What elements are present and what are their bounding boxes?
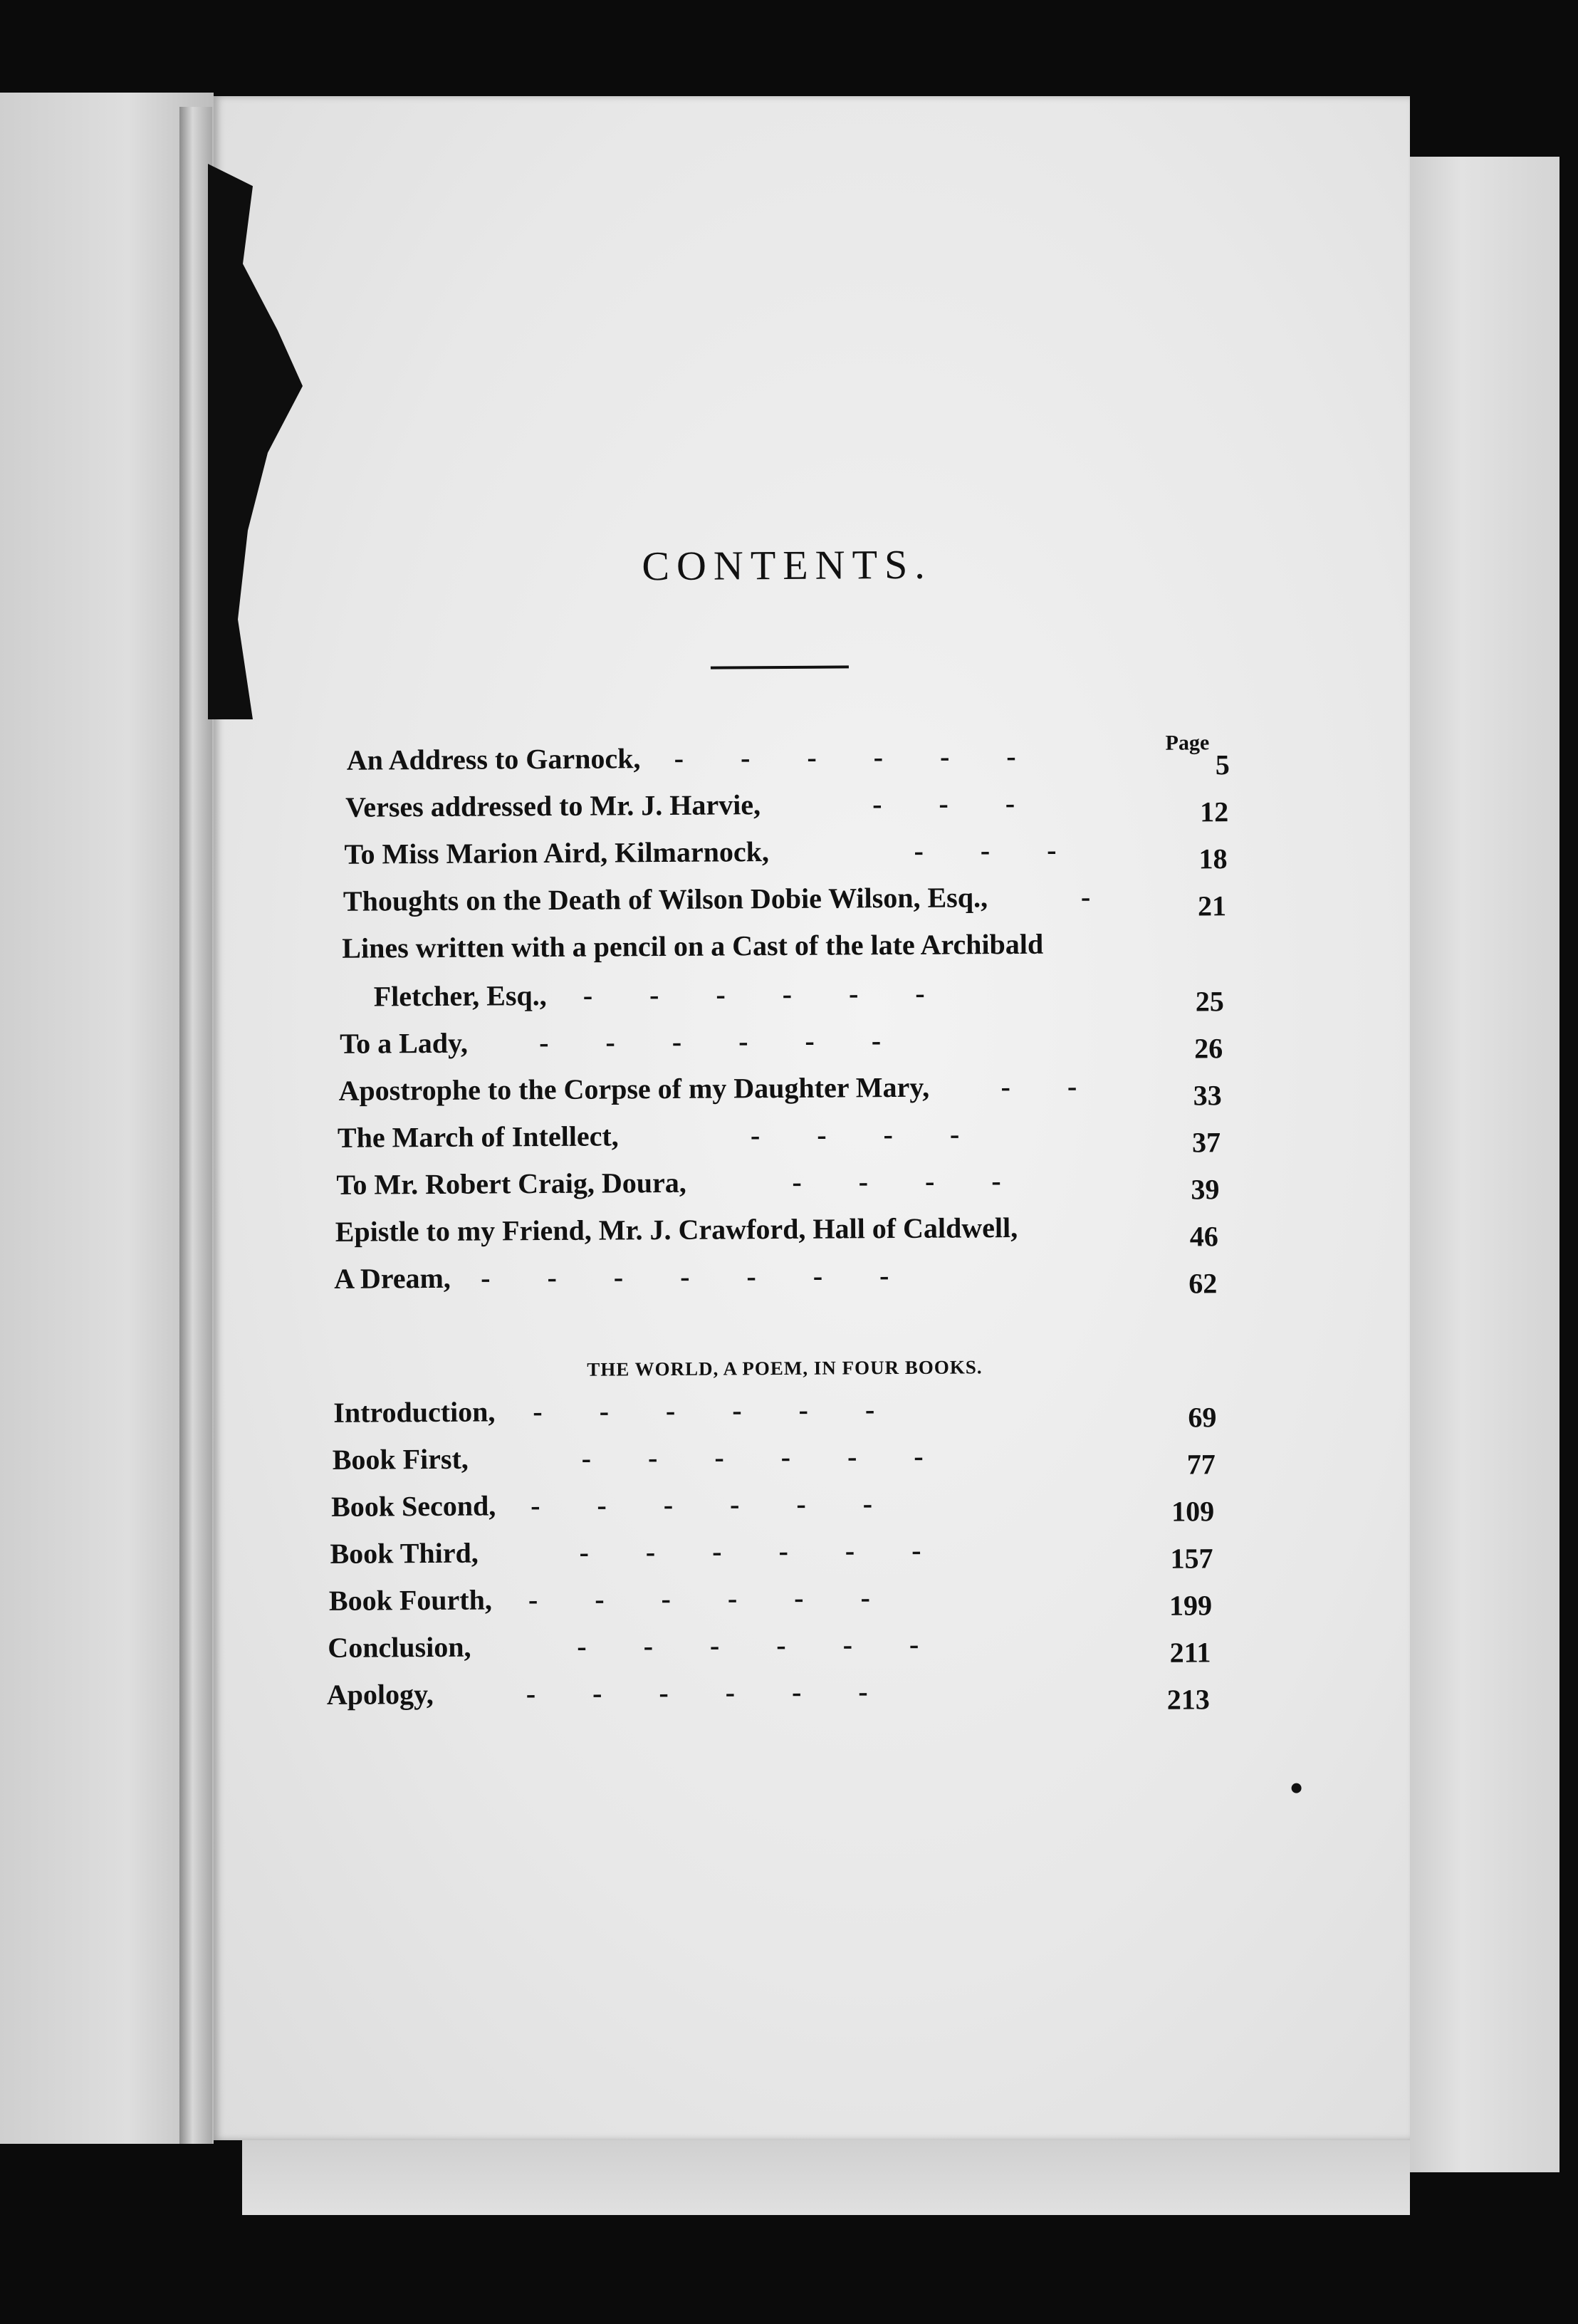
toc-entry-leader: -	[1080, 880, 1091, 913]
toc-entry-label: To a Lady,	[340, 1026, 469, 1060]
toc-entry-leader: - - - -	[750, 1117, 960, 1152]
toc-entry-page: 39	[1191, 1173, 1220, 1206]
toc-entry-leader: - -	[1000, 1070, 1077, 1103]
toc-entry-page: 199	[1169, 1589, 1213, 1622]
toc-entry-page: 77	[1186, 1448, 1216, 1481]
toc-entry-label: Book First,	[332, 1442, 469, 1476]
toc-entry-page: 26	[1194, 1032, 1223, 1065]
toc-entry	[328, 1625, 1211, 1674]
toc-entry-leader: - - - - - -	[581, 1439, 924, 1474]
toc-entry	[333, 1390, 1216, 1439]
toc-entry-leader: - - -	[914, 833, 1057, 867]
toc-entry-label: Book Fourth,	[328, 1583, 493, 1617]
toc-entry-page: 213	[1166, 1683, 1210, 1716]
toc-entry-label: Conclusion,	[328, 1630, 471, 1664]
page-column-header: Page	[1165, 731, 1210, 755]
toc-entry-label: Apology,	[326, 1678, 434, 1711]
toc-entry	[342, 926, 1225, 974]
toc-entry-leader: - - - - - -	[533, 1393, 875, 1428]
toc-entry-label: Book Second,	[330, 1489, 496, 1523]
toc-entry	[334, 1256, 1217, 1305]
toc-entry-leader: - - - - - -	[539, 1024, 882, 1059]
toc-entry-leader: - - - - - -	[582, 976, 925, 1011]
toc-entry	[335, 1209, 1218, 1258]
toc-entry	[327, 1672, 1210, 1721]
toc-entry-label: The March of Intellect,	[337, 1120, 619, 1154]
toc-entry-label: To Miss Marion Aird, Kilmarnock,	[344, 835, 769, 870]
toc-entry	[341, 974, 1224, 1023]
toc-entry-page: 37	[1191, 1126, 1221, 1159]
toc-entry-label: Book Third,	[330, 1536, 479, 1570]
toc-entry-leader: - - - - - -	[577, 1627, 919, 1662]
toc-entry-label: Lines written with a pencil on a Cast of the late Archibald	[342, 927, 1044, 964]
toc-entry-leader: - - - -	[792, 1164, 1001, 1198]
page-title: CONTENTS.	[642, 541, 932, 590]
toc-entry-leader: - - - - - -	[526, 1675, 868, 1710]
toc-entry-label: Thoughts on the Death of Wilson Dobie Wilson, Esq.,	[343, 881, 988, 917]
toc-entry	[345, 785, 1228, 833]
toc-entry	[329, 1578, 1212, 1627]
toc-entry-leader: - - - - - -	[530, 1487, 873, 1522]
ink-speck	[1292, 1783, 1302, 1793]
toc-entry-label: A Dream,	[334, 1261, 451, 1295]
toc-entry-page: 157	[1170, 1542, 1213, 1575]
toc-entry-page: 62	[1188, 1267, 1218, 1300]
toc-entry-page: 211	[1169, 1636, 1211, 1669]
toc-entry-label: Introduction,	[333, 1395, 496, 1429]
toc-entry	[347, 738, 1230, 786]
toc-entry	[338, 1115, 1221, 1164]
toc-entry-page: 25	[1195, 985, 1224, 1018]
toc-entry-label: To Mr. Robert Craig, Doura,	[336, 1166, 686, 1201]
toc-entry-label: Verses addressed to Mr. J. Harvie,	[345, 788, 761, 823]
toc-entry-leader: - - - - - -	[579, 1533, 921, 1568]
toc-entry-label: Epistle to my Friend, Mr. J. Crawford, Hall of Caldwell,	[335, 1211, 1018, 1248]
toc-entry-leader: - - -	[872, 787, 1015, 820]
toc-entry	[333, 1437, 1216, 1486]
toc-entry-label: Apostrophe to the Corpse of my Daughter Mary,	[338, 1070, 930, 1107]
toc-entry	[344, 832, 1227, 880]
toc-entry-page: 46	[1189, 1220, 1218, 1253]
toc-entry	[340, 1021, 1223, 1070]
section-heading: THE WORLD, A POEM, IN FOUR BOOKS.	[587, 1356, 983, 1380]
toc-entry-label: An Address to Garnock,	[346, 742, 641, 776]
toc-entry-page: 12	[1200, 796, 1229, 828]
toc-entry-page: 5	[1215, 749, 1230, 781]
toc-entry	[331, 1484, 1214, 1533]
title-rule	[711, 665, 849, 669]
toc-entry	[336, 1162, 1219, 1211]
toc-entry-page: 69	[1188, 1401, 1217, 1434]
toc-entry-page: 33	[1193, 1079, 1222, 1112]
toc-entry-page: 109	[1171, 1495, 1215, 1528]
toc-entry-page	[1139, 936, 1225, 937]
toc-entry-label: Fletcher, Esq.,	[373, 979, 547, 1013]
toc-entry	[330, 1531, 1213, 1580]
toc-entry-leader: - - - - - - -	[481, 1259, 889, 1294]
toc-entry	[343, 879, 1226, 927]
toc-entry	[338, 1068, 1221, 1117]
toc-entry-leader: - - - - - -	[528, 1581, 870, 1616]
toc-entry-leader: - - - - - -	[674, 739, 1016, 774]
toc-entry-page: 18	[1198, 843, 1228, 875]
toc-entry-page: 21	[1197, 890, 1227, 922]
